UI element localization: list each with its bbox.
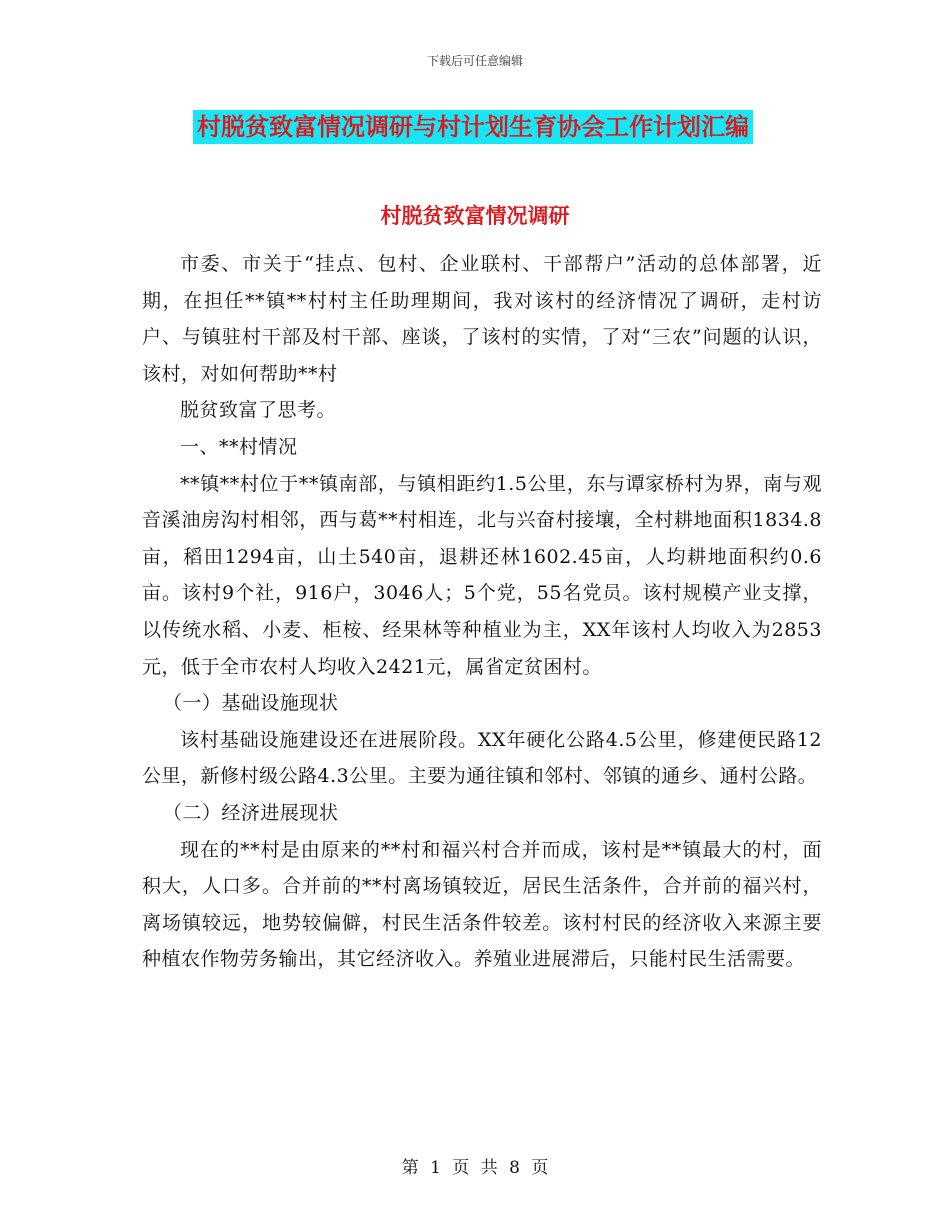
page-number-footer: 第 1 页 共 8 页 (401, 1158, 549, 1178)
body-paragraph: 该村基础设施建设还在进展阶段。XX年硬化公路4.5公里，修建便民路12公里，新修村级公路4.3公里。主要为通往镇和邻村、邻镇的通乡、通村公路。 (142, 728, 822, 788)
section-heading: 一、**村情况 (180, 435, 298, 458)
document-body (142, 246, 822, 978)
body-paragraph: 脱贫致富了思考。 (180, 399, 337, 422)
section-title: 村脱贫致富情况调研 (380, 204, 570, 228)
body-paragraph: 现在的**村是由原来的**村和福兴村合并而成，该村是**镇最大的村，面积大，人口多。合并前的**村离场镇较近，居民生活条件，合并前的福兴村，离场镇较远，地势较偏僻，村民生活条件较差。该村村民的经济收入来源主要种植农作物劳务输出，其它经济收入。养殖业进展滞后，只能村民生活需要。 (142, 838, 822, 971)
body-paragraph: **镇**村位于**镇南部，与镇相距约1.5公里，东与谭家桥村为界，南与观音溪油房沟村相邻，西与葛**村相连，北与兴奋村接壤，全村耕地面积1834.8亩，稻田1294亩，山土540亩，退耕还林1602.45亩，人均耕地面积约0.6亩。该村9个社，916户，3046人；5个党，55名党员。该村规模产业支撑，以传统水稻、小麦、柜桉、经果林等种植业为主，XX年该村人均收入为2853元，低于全市农村人均收入2421元，属省定贫困村。 (142, 472, 822, 678)
sub-section-heading: （二）经济进展现状 (162, 801, 339, 824)
body-paragraph: 市委、市关于“挂点、包村、企业联村、干部帮户”活动的总体部署，近期，在担任**镇**村村主任助理期间，我对该村的经济情况了调研，走村访户、与镇驻村干部及村干部、座谈，了该村的实情，了对“三农”问题的认识，该村，对如何帮助**村 (142, 253, 822, 385)
document-main-title: 村脱贫致富情况调研与村计划生育协会工作计划汇编 (193, 110, 753, 144)
page-header-note: 下载后可任意编辑 (426, 54, 523, 68)
sub-section-heading: （一）基础设施现状 (162, 692, 339, 715)
